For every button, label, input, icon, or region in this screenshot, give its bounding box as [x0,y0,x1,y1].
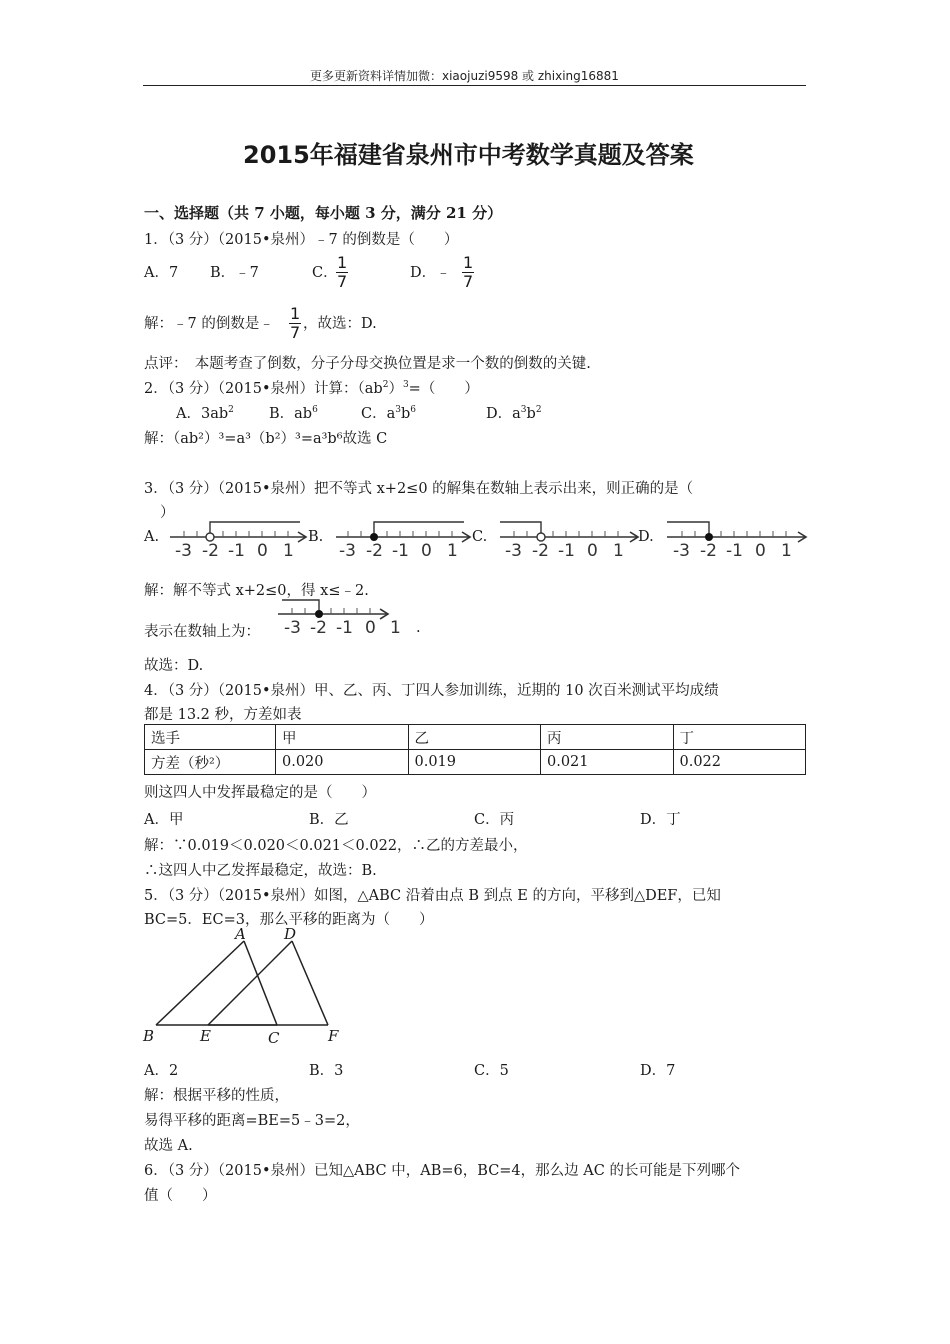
q5-option-d: D．7 [640,1063,676,1079]
q3-stem: 3．（3 分）（2015•泉州）把不等式 x+2≤0 的解集在数轴上表示出来，则正确的是（ [144,481,694,497]
fraction-denominator: 7 [463,272,474,291]
table-header-cell: 丙 [541,725,674,750]
q6-stem-line2: 值（ ） [144,1188,217,1204]
q3-option-b-numberline [336,522,470,561]
vertex-label-d: D [284,925,297,943]
axis-tick-label: 1 [283,541,294,561]
axis-tick-label: 0 [587,541,598,561]
axis-tick-label: 0 [257,541,268,561]
q5-triangle-figure [156,941,328,1025]
axis-tick-label: -1 [726,541,743,561]
axis-tick-label: -1 [558,541,575,561]
closed-point [370,533,378,541]
table-header-cell: 丁 [673,725,806,750]
axis-tick-label: -2 [700,541,717,561]
q3-option-c-label: C. [472,529,488,545]
q4-solution-1: 解：∵0.019＜0.020＜0.021＜0.022，∴乙的方差最小， [144,838,528,854]
q5-option-b: B．3 [309,1063,344,1079]
vertex-label-a: A [235,925,246,943]
q5-solution-1: 解：根据平移的性质， [144,1088,289,1104]
axis-tick-label: 1 [447,541,458,561]
q5-option-c: C．5 [474,1063,509,1079]
q2-solution: 解：（ab²）³=a³（b²）³=a³b⁶故选 C [144,431,388,447]
q4-stem-line1: 4．（3 分）（2015•泉州）甲、乙、丙、丁四人参加训练，近期的 10 次百米测试平均成绩 [144,683,719,699]
q1-option-b: B．﹣7 [210,265,259,281]
axis-tick-label: 1 [390,618,401,638]
q5-solution-3: 故选 A. [144,1138,193,1154]
q5-option-a: A．2 [144,1063,179,1079]
axis-tick-label: -3 [175,541,192,561]
vertex-label-b: B [143,1027,155,1045]
q3-option-d-label: D. [638,529,654,545]
open-point [206,533,214,541]
table-header-cell: 乙 [408,725,541,750]
axis-tick-label: -2 [366,541,383,561]
axis-tick-label: -1 [392,541,409,561]
fraction-denominator: 7 [337,272,348,291]
table-cell: 0.020 [276,750,409,775]
table-header-cell: 选手 [145,725,276,750]
fraction-numerator: 1 [290,304,301,323]
axis-tick-label: -3 [673,541,690,561]
vertex-label-c: C [268,1029,280,1047]
axis-tick-label: -3 [505,541,522,561]
q1-stem: 1．（3 分）（2015•泉州）﹣7 的倒数是（ ） [144,232,459,248]
axis-tick-label: 0 [365,618,376,638]
table-cell: 0.019 [408,750,541,775]
q3-option-d-numberline [667,522,806,561]
closed-point [315,610,323,618]
q3-option-b-label: B. [308,529,324,545]
q2-option-b: B．$ab^6$ [269,405,318,422]
q3-option-a-numberline [170,522,306,561]
q1-comment: 点评： 本题考查了倒数，分子分母交换位置是求一个数的倒数的关键. [144,356,591,372]
variance-table [144,724,806,775]
axis-tick-label: 0 [755,541,766,561]
open-point [537,533,545,541]
q5-solution-2: 易得平移的距离=BE=5﹣3=2， [144,1113,360,1129]
table-row-label: 方差（秒²） [145,750,276,775]
q1-solution-suffix: ，故选：D. [303,316,377,332]
vertex-label-e: E [200,1027,211,1045]
q4-solution-2: ∴这四人中乙发挥最稳定，故选：B. [144,863,377,879]
axis-tick-label: -1 [228,541,245,561]
axis-tick-label: -2 [532,541,549,561]
q6-stem-line1: 6．（3 分）（2015•泉州）已知△ABC 中，AB=6，BC=4，那么边 AC 的长可能是下列哪个 [144,1163,740,1179]
q3-solution-2-end: . [416,620,421,636]
q1-option-a: A．7 [144,265,179,281]
axis-tick-label: -2 [202,541,219,561]
q3-solution-2: 表示在数轴上为： [144,624,260,640]
q4-stem-line2: 都是 13.2 秒，方差如表 [144,707,302,723]
table-header-cell: 甲 [276,725,409,750]
axis-tick-label: 1 [613,541,624,561]
q3-option-a-label: A. [144,529,160,545]
axis-tick-label: -3 [339,541,356,561]
q1-option-c: C． [312,265,338,281]
q1-option-d: D．﹣ [410,265,451,281]
q2-option-d: D．$a^3b^2$ [486,405,542,422]
axis-tick-label: 0 [421,541,432,561]
vertex-label-f: F [328,1027,339,1045]
header-text: 更多更新资料详情加微：xiaojuzi9598 或 zhixing16881 [310,69,619,83]
fraction-numerator: 1 [463,253,474,272]
q4-question: 则这四人中发挥最稳定的是（ ） [144,785,376,801]
axis-tick-label: 1 [781,541,792,561]
closed-point [705,533,713,541]
q4-option-c: C．丙 [474,812,515,828]
q2-option-a: A．$3ab^2$ [176,405,234,422]
fraction-denominator: 7 [290,323,301,342]
table-row [145,725,806,750]
page-title: 2015年福建省泉州市中考数学真题及答案 [243,141,694,169]
q3-option-c-numberline [500,522,638,561]
q2-stem: 2．（3 分）（2015•泉州）计算：$(ab^2)^3=$（ ） [144,380,479,397]
q5-stem-line2: BC=5．EC=3，那么平移的距离为（ ） [144,912,434,928]
q5-stem-line1: 5．（3 分）（2015•泉州）如图，△ABC 沿着由点 B 到点 E 的方向，平移到△DEF，已知 [144,888,721,904]
axis-tick-label: -1 [336,618,353,638]
section-heading: 一、选择题（共 7 小题，每小题 3 分，满分 21 分） [144,204,503,222]
q3-solution-1: 解：解不等式 x+2≤0，得 x≤﹣2. [144,583,369,599]
fraction-numerator: 1 [337,253,348,272]
table-cell: 0.022 [673,750,806,775]
table-row [145,750,806,775]
q3-solution-3: 故选：D. [144,658,204,674]
q4-option-a: A．甲 [144,812,184,828]
axis-tick-label: -2 [310,618,327,638]
q3-stem-cont: ） [160,505,175,521]
q3-solution-numberline [278,600,401,638]
q4-option-d: D．丁 [640,812,681,828]
q2-option-c: C．$a^3b^6$ [361,405,417,422]
q1-solution-prefix: 解：﹣7 的倒数是﹣ [144,316,274,332]
q4-option-b: B．乙 [309,812,349,828]
axis-tick-label: -3 [284,618,301,638]
table-cell: 0.021 [541,750,674,775]
